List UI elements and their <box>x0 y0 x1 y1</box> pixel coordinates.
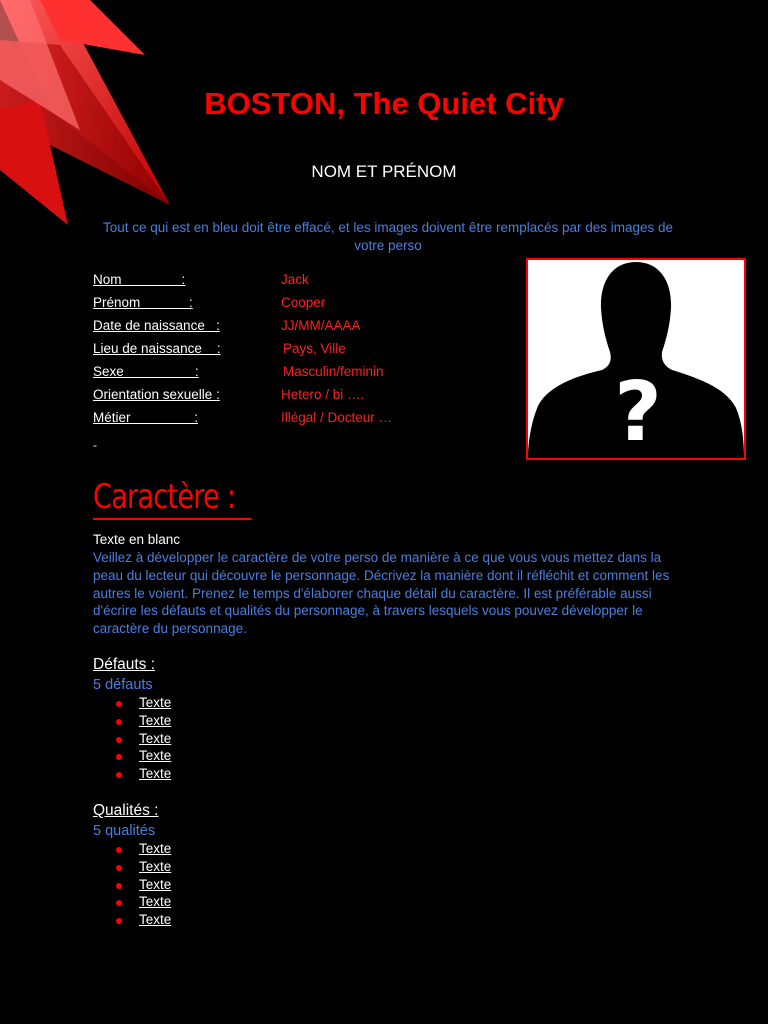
bullet-icon <box>116 865 122 871</box>
instruction-note: Tout ce qui est en bleu doit être effacé, et les images doivent être remplacés par des images de votre perso <box>102 220 674 253</box>
qualites-count: 5 qualités <box>93 823 156 839</box>
list-item-text: Texte <box>139 730 172 746</box>
white-text-hint: Texte en blanc <box>93 532 181 547</box>
qualites-heading: Qualités : <box>93 802 159 819</box>
question-mark-glyph: ? <box>614 365 662 458</box>
identity-value: JJ/MM/AAAA <box>281 318 361 333</box>
bullet-icon <box>116 701 122 707</box>
bullet-icon <box>116 847 122 853</box>
bullet-icon <box>116 900 122 906</box>
list-item-text: Texte <box>139 712 172 728</box>
identity-value: Hetero / bi …. <box>281 387 365 402</box>
list-item-text: Texte <box>139 695 172 710</box>
identity-value: Pays, Ville <box>283 341 346 356</box>
page-title: BOSTON, The Quiet City <box>204 86 564 121</box>
list-item-text: Texte <box>139 748 172 764</box>
bullet-icon <box>116 754 122 760</box>
identity-label: Sexe : <box>93 364 199 379</box>
list-item-text: Texte <box>139 912 172 928</box>
list-item-text: Texte <box>139 841 172 856</box>
list-item-text: Texte <box>139 876 172 892</box>
defauts-count: 5 défauts <box>93 677 153 693</box>
list-item-text: Texte <box>139 766 172 782</box>
bullet-icon <box>116 772 122 778</box>
bullet-icon <box>116 883 122 889</box>
bullet-icon <box>116 918 122 924</box>
identity-label: Lieu de naissance : <box>93 341 221 356</box>
identity-label: Orientation sexuelle : <box>93 387 220 402</box>
identity-value: Jack <box>281 272 309 287</box>
stray-dash: - <box>93 438 97 452</box>
bullet-icon <box>116 719 122 725</box>
identity-value: Cooper <box>281 295 326 310</box>
character-photo <box>526 258 746 460</box>
identity-label: Prénom : <box>93 295 193 310</box>
list-item-text: Texte <box>139 858 172 874</box>
identity-value: Masculin/feminin <box>283 364 384 379</box>
identity-label: Métier : <box>93 410 199 425</box>
name-placeholder: NOM ET PRÉNOM <box>311 162 457 181</box>
character-description: Veillez à développer le caractère de votre perso de manière à ce que vous vous mettez dans la peau du lecteur qui découvre le personnage. Décrivez la manière dont il réfléchit et comment les autres le voient. Prenez le temps d'élaborer chaque détail du caractère. Il est préférable aussi d'écrire les défauts et qualités du personnage, à travers lesquels vous pouvez développer le caractère du personnage. <box>93 550 670 637</box>
character-heading: Caractère : <box>93 476 251 520</box>
defauts-heading: Défauts : <box>93 656 156 673</box>
identity-label: Date de naissance : <box>93 318 220 333</box>
identity-value: Illégal / Docteur … <box>281 410 393 425</box>
unknown-person-silhouette-icon <box>528 260 744 458</box>
identity-label: Nom : <box>93 272 186 287</box>
list-item-text: Texte <box>139 894 172 910</box>
bullet-icon <box>116 737 122 743</box>
